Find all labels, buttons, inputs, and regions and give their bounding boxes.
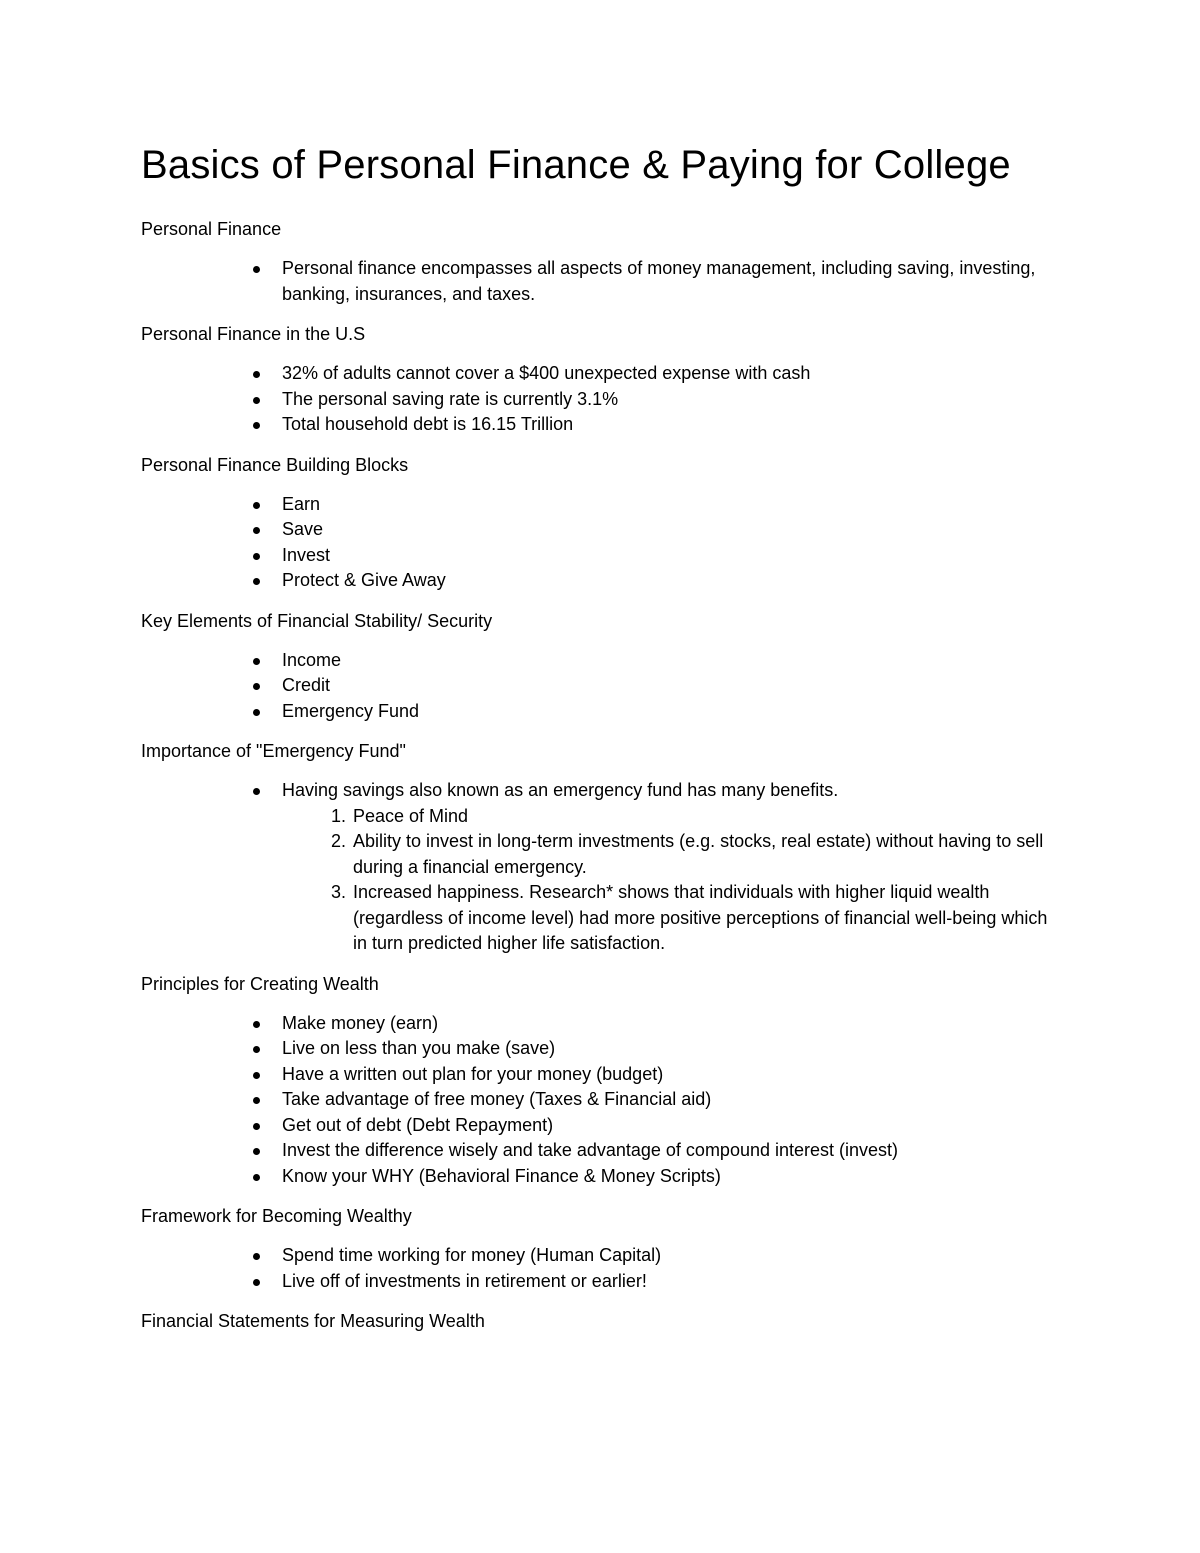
list-item: Have a written out plan for your money (budget)	[141, 1062, 1061, 1088]
list-item: Live off of investments in retirement or earlier!	[141, 1269, 1061, 1295]
bullet-icon	[253, 1123, 260, 1130]
list-item: Save	[141, 517, 1061, 543]
list-item: Invest the difference wisely and take advantage of compound interest (invest)	[141, 1138, 1061, 1164]
list-item: Live on less than you make (save)	[141, 1036, 1061, 1062]
bullet-list	[141, 256, 1061, 307]
list-item: Total household debt is 16.15 Trillion	[141, 412, 1061, 438]
list-item: Having savings also known as an emergency fund has many benefits. 1. Peace of Mind 2. Ability to invest in long-term investments (e.g. stocks, real estate) without having to sell during a financial emergency. 3. Increased happiness. Research* shows that individuals with higher liquid wealth (regardless of income level) had more positive perceptions of financial well-being which in turn predicted higher life satisfaction.	[141, 778, 1061, 957]
bullet-list	[141, 778, 1061, 957]
bullet-icon	[253, 578, 260, 585]
bullet-icon	[253, 371, 260, 378]
list-item: Protect & Give Away	[141, 568, 1061, 594]
list-item: Invest	[141, 543, 1061, 569]
list-item: 32% of adults cannot cover a $400 unexpected expense with cash	[141, 361, 1061, 387]
list-item: Spend time working for money (Human Capital)	[141, 1243, 1061, 1269]
section-framework	[141, 1203, 1061, 1294]
list-item: The personal saving rate is currently 3.1%	[141, 387, 1061, 413]
bullet-icon	[253, 502, 260, 509]
section-heading: Key Elements of Financial Stability/ Security	[141, 610, 493, 631]
bullet-list	[141, 648, 1061, 725]
bullet-icon	[253, 1021, 260, 1028]
section-financial-statements	[141, 1308, 1061, 1334]
bullet-list	[141, 361, 1061, 438]
list-item: Make money (earn)	[141, 1011, 1061, 1037]
list-item: Take advantage of free money (Taxes & Financial aid)	[141, 1087, 1061, 1113]
bullet-icon	[253, 266, 260, 273]
bullet-icon	[253, 1072, 260, 1079]
bullet-icon	[253, 1253, 260, 1260]
bullet-icon	[253, 683, 260, 690]
bullet-icon	[253, 397, 260, 404]
section-building-blocks	[141, 452, 1061, 594]
bullet-list	[141, 1243, 1061, 1294]
document-page	[141, 140, 1061, 1348]
bullet-icon	[253, 527, 260, 534]
list-item: Emergency Fund	[141, 699, 1061, 725]
bullet-list	[141, 492, 1061, 594]
bullet-icon	[253, 1097, 260, 1104]
section-personal-finance	[141, 216, 1061, 307]
section-heading: Personal Finance	[141, 219, 282, 239]
bullet-icon	[253, 1174, 260, 1181]
section-heading: Financial Statements for Measuring Wealth	[141, 1311, 485, 1331]
bullet-icon	[253, 1279, 260, 1286]
section-principles	[141, 971, 1061, 1190]
bullet-icon	[253, 553, 260, 560]
numbered-list	[141, 804, 1061, 957]
list-item: Income	[141, 648, 1061, 674]
numbered-list-wrap	[141, 804, 1061, 957]
numbered-item: 2. Ability to invest in long-term investments (e.g. stocks, real estate) without having to sell during a financial emergency.	[331, 831, 1044, 877]
list-item: Personal finance encompasses all aspects of money management, including saving, investing, banking, insurances, and taxes.	[141, 256, 1061, 307]
numbered-item: 3. Increased happiness. Research* shows that individuals with higher liquid wealth (regardless of income level) had more positive perceptions of financial well-being which in turn predicted higher life satisfaction.	[331, 882, 1048, 953]
section-heading: Importance of "Emergency Fund"	[141, 741, 406, 761]
list-item: Get out of debt (Debt Repayment)	[141, 1113, 1061, 1139]
bullet-icon	[253, 1046, 260, 1053]
section-personal-finance-us	[141, 321, 1061, 438]
bullet-icon	[253, 788, 260, 795]
bullet-icon	[253, 658, 260, 665]
section-heading: Personal Finance Building Blocks	[141, 454, 409, 475]
bullet-list	[141, 1011, 1061, 1190]
section-heading: Principles for Creating Wealth	[141, 973, 379, 994]
bullet-icon	[253, 709, 260, 716]
section-heading: Framework for Becoming Wealthy	[141, 1206, 412, 1226]
bullet-icon	[253, 1148, 260, 1155]
section-emergency-fund	[141, 738, 1061, 957]
list-item: Know your WHY (Behavioral Finance & Money Scripts)	[141, 1164, 1061, 1190]
section-heading: Personal Finance in the U.S	[141, 324, 366, 344]
numbered-item: 1. Peace of Mind	[331, 805, 469, 826]
list-item: Credit	[141, 673, 1061, 699]
document-title: Basics of Personal Finance & Paying for College	[141, 143, 1011, 187]
section-key-elements	[141, 608, 1061, 725]
bullet-icon	[253, 422, 260, 429]
list-item: Earn	[141, 492, 1061, 518]
